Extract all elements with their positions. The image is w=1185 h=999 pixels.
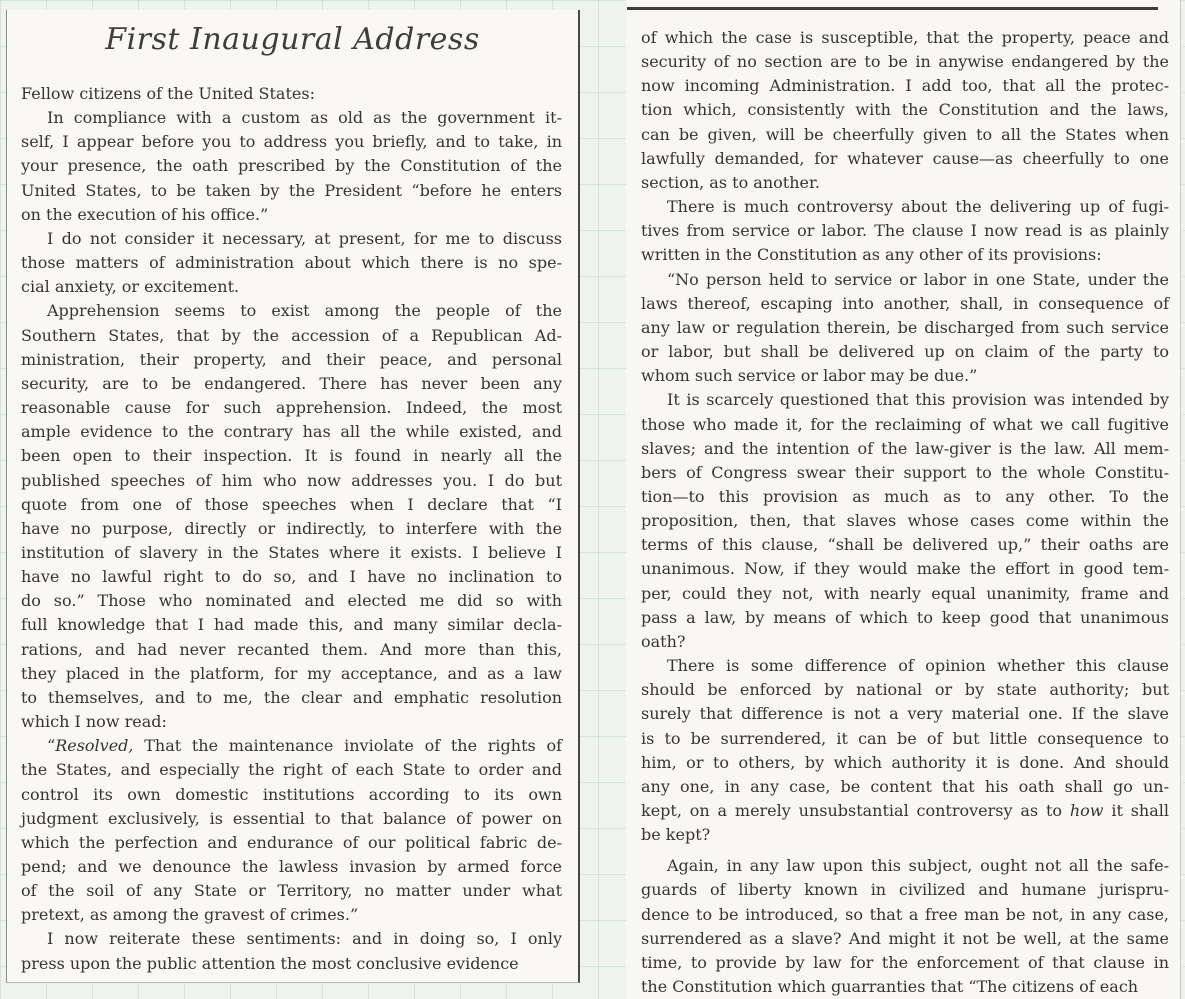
text-line: surrendered as a slave? And might it not be well, at the same	[641, 928, 1169, 948]
text-line: him, or to others, by which authority it is done. And should	[641, 752, 1169, 772]
text-line: tives from service or labor. The clause I now read is as plainly	[641, 221, 1169, 241]
text-line: tion which, consistently with the Constitution and the laws,	[641, 100, 1169, 120]
paragraph	[21, 927, 562, 975]
left-text-column	[21, 82, 562, 976]
text-line: laws thereof, escaping into another, shall, in consequence of	[641, 293, 1169, 313]
text-line: It is scarcely questioned that this provision was intended by	[667, 390, 1169, 410]
text-line: any law or regulation therein, be discharged from such service	[641, 317, 1169, 337]
text-line: written in the Constitution as any other of its provisions:	[641, 245, 1102, 265]
text-line: guards of liberty known in civilized and humane jurispru-	[641, 880, 1169, 900]
text-line: those matters of administration about which there is no spe-	[21, 253, 562, 273]
text-line: the States, and especially the right of each State to order and	[21, 760, 562, 780]
text-line: on the execution of his office.”	[21, 204, 269, 224]
text-line: pretext, as among the gravest of crimes.”	[21, 905, 359, 925]
text-line: been open to their inspection. It is found in nearly all the	[21, 446, 562, 466]
page-title: First Inaugural Address	[105, 22, 480, 57]
text-line: I do not consider it necessary, at present, for me to discuss	[47, 228, 562, 248]
text-line: control its own domestic institutions according to its own	[21, 784, 562, 804]
text-line: Fellow citizens of the United States:	[21, 84, 315, 103]
text-line: pend; and we denounce the lawless invasion by armed force	[21, 857, 562, 876]
text-line: quote from one of those speeches when I declare that “I	[21, 494, 562, 514]
text-line: rations, and had never recanted them. And more than this,	[21, 639, 562, 659]
text-line: slaves; and the intention of the law-giver is the law. All mem-	[641, 438, 1169, 458]
paragraph	[641, 388, 1169, 654]
text-line: any one, in any case, be content that his oath shall go un-	[641, 776, 1169, 796]
text-line: unanimous. Now, if they would make the effort in good tem-	[641, 559, 1169, 579]
text-line: kept, on a merely unsubstantial controversy as to how it shall	[641, 801, 1169, 820]
text-line: Again, in any law upon this subject, ought not all the safe-	[667, 856, 1169, 876]
text-line: per, could they not, with nearly equal unanimity, frame and	[641, 583, 1169, 603]
text-line: be kept?	[641, 825, 711, 845]
paragraph	[641, 854, 1169, 999]
text-line: of which the case is susceptible, that the property, peace and	[641, 28, 1169, 47]
text-line: which I now read:	[21, 712, 167, 732]
text-line: time, to provide by law for the enforcement of that clause in	[641, 952, 1169, 972]
right-page	[626, 0, 1181, 999]
text-line: have no lawful right to do so, and I have no inclination to	[21, 567, 562, 587]
paragraph	[641, 26, 1169, 195]
text-line: United States, to be taken by the President “before he enters	[21, 180, 562, 200]
text-line: judgment exclusively, is essential to that balance of power on	[21, 808, 562, 828]
text-line: do so.” Those who nominated and elected me did so with	[21, 591, 562, 611]
text-line: “No person held to service or labor in one State, under the	[667, 269, 1169, 289]
text-line: the Constitution which guarranties that “The citizens of each	[641, 977, 1139, 997]
paragraph	[641, 268, 1169, 389]
text-line: “Resolved, That the maintenance inviolate of the rights of	[47, 736, 562, 756]
text-line: self, I appear before you to address you briefly, and to take, in	[21, 132, 562, 152]
text-line: lawfully demanded, for whatever cause—as cheerfully to one	[641, 148, 1169, 168]
text-line: Southern States, that by the accession of a Republican Ad-	[21, 325, 562, 345]
text-line: is to be surrendered, it can be of but little consequence to	[641, 728, 1169, 748]
text-line: surely that difference is not a very material one. If the slave	[641, 704, 1169, 724]
text-line: oath?	[641, 631, 686, 651]
text-line: section, as to another.	[641, 172, 820, 192]
text-line: Apprehension seems to exist among the people of the	[47, 301, 562, 321]
text-line: those who made it, for the reclaiming of what we call fugitive	[641, 414, 1169, 434]
text-line: I now reiterate these sentiments: and in doing so, I only	[47, 929, 562, 949]
paragraph	[21, 106, 562, 227]
text-line: institution of slavery in the States where it exists. I believe I	[21, 542, 562, 562]
text-line: whom such service or labor may be due.”	[641, 366, 978, 386]
page-top-rule-line	[627, 7, 1158, 10]
text-line: should be enforced by national or by state authority; but	[641, 680, 1169, 700]
text-line: ample evidence to the contrary has all the while existed, and	[21, 422, 562, 442]
paragraph	[21, 734, 562, 927]
text-line: There is much controversy about the delivering up of fugi-	[667, 197, 1169, 217]
text-line: now incoming Administration. I add too, that all the protec-	[641, 76, 1169, 96]
text-line: published speeches of him who now addresses you. I do but	[21, 470, 562, 490]
text-line: full knowledge that I had made this, and many similar decla-	[21, 615, 562, 635]
text-line: dence to be introduced, so that a free man be not, in any case,	[641, 904, 1169, 924]
text-line: cial anxiety, or excitement.	[21, 277, 240, 297]
text-line: proposition, then, that slaves whose cases come within the	[641, 511, 1169, 531]
text-line: can be given, will be cheerfully given to all the States when	[641, 124, 1169, 144]
text-line: reasonable cause for such apprehension. Indeed, the most	[21, 398, 562, 418]
text-line: press upon the public attention the most conclusive evidence	[21, 953, 519, 973]
left-page	[6, 10, 580, 983]
text-line: of the soil of any State or Territory, no matter under what	[21, 881, 562, 901]
paragraph	[21, 82, 562, 106]
paragraph	[641, 195, 1169, 267]
right-text-column	[641, 26, 1169, 999]
paragraph	[21, 299, 562, 734]
text-line: security of no section are to be in anywise endangered by the	[641, 52, 1169, 72]
text-line: In compliance with a custom as old as the government it-	[47, 108, 562, 128]
text-line: which the perfection and endurance of our political fabric de-	[21, 832, 562, 852]
paragraph	[21, 227, 562, 299]
text-line: they placed in the platform, for my acceptance, and as a law	[21, 663, 562, 683]
text-line: There is some difference of opinion whether this clause	[667, 656, 1169, 676]
text-line: tion—to this provision as much as to any other. To the	[641, 486, 1169, 506]
text-line: to themselves, and to me, the clear and emphatic resolution	[21, 687, 562, 707]
text-line: bers of Congress swear their support to the whole Constitu-	[641, 462, 1169, 482]
text-line: pass a law, by means of which to keep good that unanimous	[641, 607, 1169, 627]
text-line: or labor, but shall be delivered up on claim of the party to	[641, 342, 1169, 362]
text-line: security, are to be endangered. There has never been any	[21, 373, 562, 393]
paragraph	[641, 654, 1169, 847]
text-line: your presence, the oath prescribed by the Constitution of the	[21, 156, 562, 176]
text-line: terms of this clause, “shall be delivered up,” their oaths are	[641, 535, 1169, 555]
text-line: ministration, their property, and their peace, and personal	[21, 349, 562, 369]
text-line: have no purpose, directly or indirectly, to interfere with the	[21, 518, 562, 538]
